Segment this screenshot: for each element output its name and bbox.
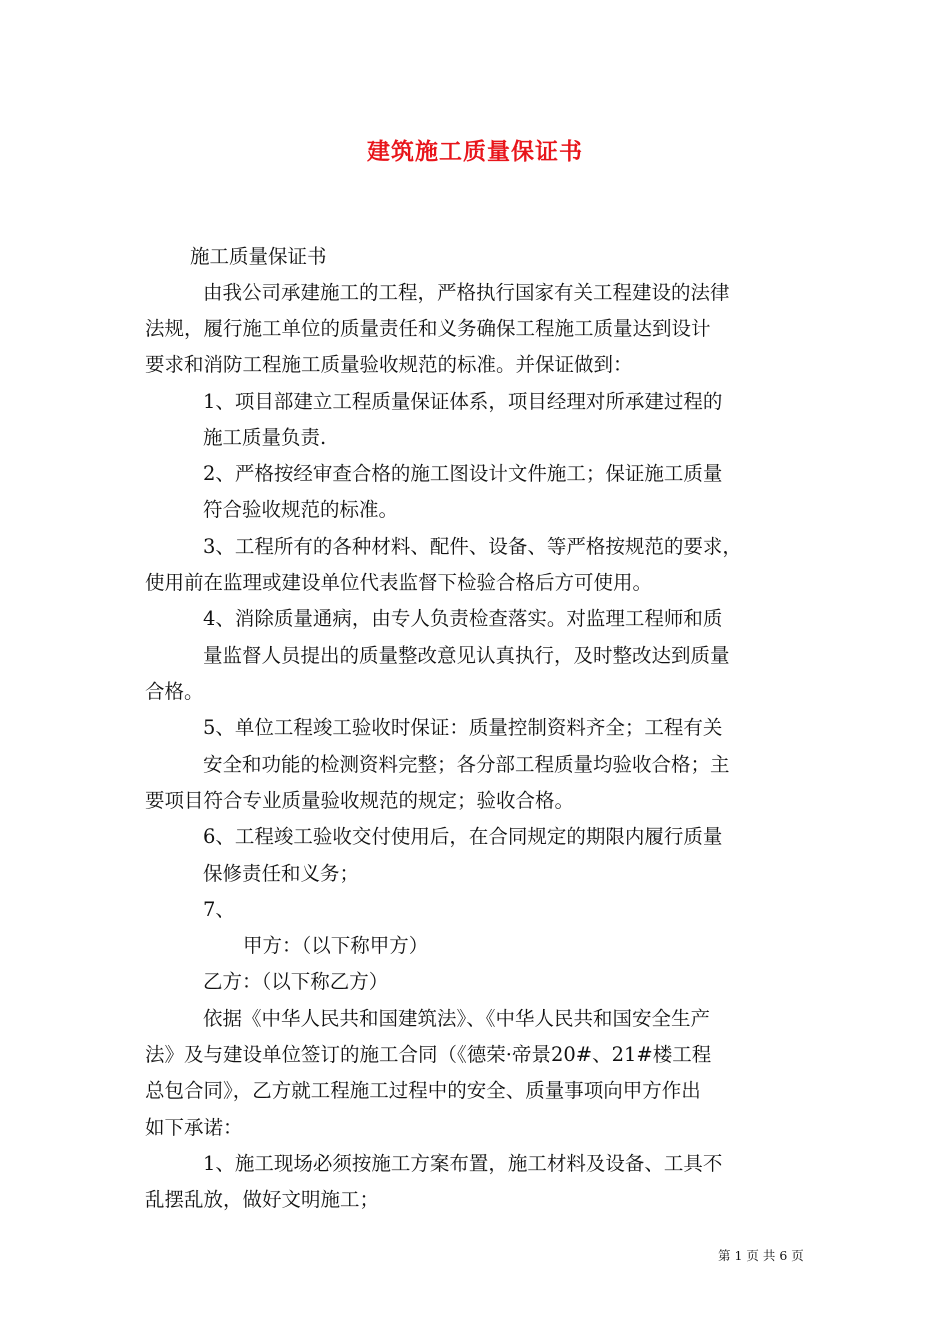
body-line: 由我公司承建施工的工程，严格执行国家有关工程建设的法律 (203, 281, 730, 304)
body-line: 施工质量负责. (203, 426, 327, 449)
body-line: 乱摆乱放，做好文明施工； (145, 1188, 380, 1211)
body-line: 甲方：（以下称甲方） (243, 934, 429, 957)
body-line: 要求和消防工程施工质量验收规范的标准。并保证做到： (145, 353, 633, 376)
body-line: 法规，履行施工单位的质量责任和义务确保工程施工质量达到设计 (145, 317, 711, 340)
body-line: 6、工程竣工验收交付使用后，在合同规定的期限内履行质量 (203, 825, 723, 848)
body-line: 3、工程所有的各种材料、配件、设备、等严格按规范的要求， (203, 535, 742, 558)
body-line: 4、消除质量通病，由专人负责检查落实。对监理工程师和质 (203, 607, 723, 630)
body-line: 1、项目部建立工程质量保证体系，项目经理对所承建过程的 (203, 390, 723, 413)
body-line: 依据《中华人民共和国建筑法》、《中华人民共和国安全生产 (203, 1007, 711, 1030)
document-title: 建筑施工质量保证书 (367, 138, 583, 165)
body-line: 保修责任和义务； (203, 862, 360, 885)
body-line: 安全和功能的检测资料完整；各分部工程质量均验收合格；主 (203, 753, 730, 776)
body-line: 要项目符合专业质量验收规范的规定；验收合格。 (145, 789, 575, 812)
body-line: 施工质量保证书 (190, 245, 327, 268)
body-line: 1、施工现场必须按施工方案布置，施工材料及设备、工具不 (203, 1152, 723, 1175)
body-line: 5、单位工程竣工验收时保证：质量控制资料齐全；工程有关 (203, 716, 723, 739)
body-line: 7、 (203, 898, 235, 921)
page-number: 第 1 页 共 6 页 (718, 1248, 804, 1263)
body-line: 总包合同》，乙方就工程施工过程中的安全、质量事项向甲方作出 (145, 1079, 701, 1102)
body-line: 符合验收规范的标准。 (203, 498, 399, 521)
body-line: 使用前在监理或建设单位代表监督下检验合格后方可使用。 (145, 571, 653, 594)
body-line: 乙方：（以下称乙方） (203, 970, 389, 993)
body-line: 量监督人员提出的质量整改意见认真执行，及时整改达到质量 (203, 644, 730, 667)
body-line: 2、严格按经审查合格的施工图设计文件施工；保证施工质量 (203, 462, 723, 485)
body-line: 法》及与建设单位签订的施工合同（《德荣·帝景20#、21#楼工程 (145, 1043, 712, 1066)
body-line: 合格。 (145, 680, 204, 703)
body-line: 如下承诺： (145, 1116, 243, 1139)
